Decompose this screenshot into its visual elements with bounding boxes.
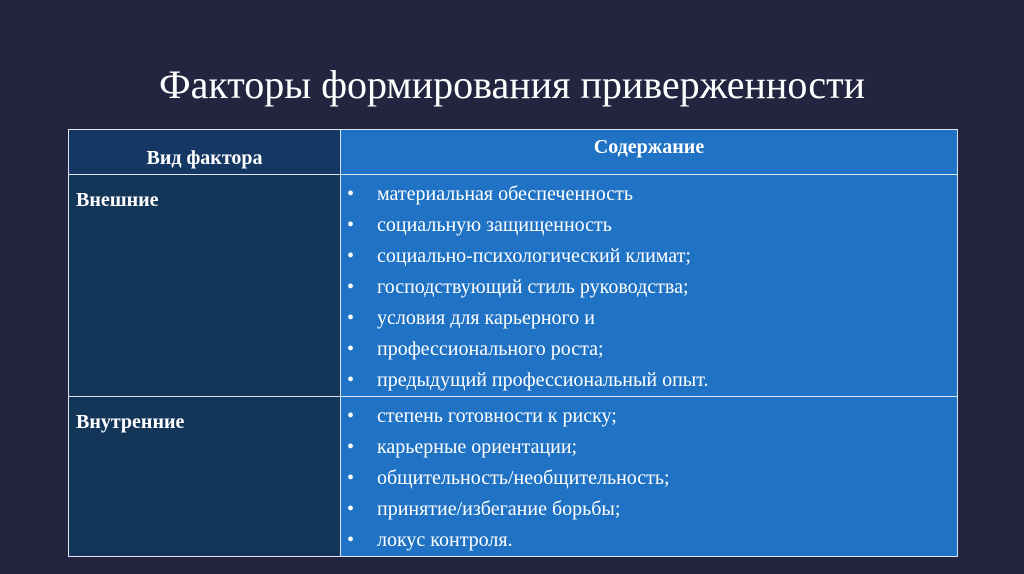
bullet-icon: •: [347, 369, 355, 391]
list-item-text: профессионального роста;: [377, 338, 604, 360]
header-content: [341, 130, 958, 175]
list-item: [341, 525, 957, 556]
bullet-icon: •: [347, 467, 355, 489]
header-factor-type-label: Вид фактора: [146, 146, 263, 169]
list-item: [341, 179, 957, 210]
bullet-icon: •: [347, 245, 355, 267]
bullet-icon: •: [347, 214, 355, 236]
list-item-text: господствующий стиль руководства;: [377, 276, 689, 298]
factor-type-label: Внутренние: [76, 411, 185, 433]
list-item: [341, 210, 957, 241]
factor-content-list: [341, 397, 957, 556]
list-item-text: степень готовности к риску;: [377, 405, 617, 427]
factor-type-cell: [69, 175, 341, 397]
list-item-text: условия для карьерного и: [377, 307, 595, 329]
list-item: [341, 303, 957, 334]
factors-table: [68, 129, 958, 557]
slide-title: Факторы формирования приверженности: [159, 62, 865, 107]
list-item: [341, 432, 957, 463]
list-item-text: социальную защищенность: [377, 214, 612, 236]
table-row-external: [69, 175, 958, 397]
list-item: [341, 494, 957, 525]
bullet-icon: •: [347, 529, 355, 551]
factor-content-cell: [341, 175, 958, 397]
factor-content-cell: [341, 397, 958, 557]
header-content-label: Содержание: [593, 136, 705, 158]
list-item: [341, 272, 957, 303]
table-row-internal: [69, 397, 958, 557]
list-item-text: принятие/избегание борьбы;: [377, 498, 621, 520]
list-item-text: материальная обеспеченность: [377, 183, 633, 205]
factor-type-cell: [69, 397, 341, 557]
bullet-icon: •: [347, 498, 355, 520]
list-item: [341, 463, 957, 494]
list-item-text: локус контроля.: [377, 529, 513, 551]
list-item-text: социально-психологический климат;: [377, 245, 691, 267]
list-item: [341, 241, 957, 272]
list-item-text: предыдущий профессиональный опыт.: [377, 369, 709, 391]
list-item-text: общительность/необщительность;: [377, 467, 670, 489]
list-item: [341, 365, 957, 396]
bullet-icon: •: [347, 183, 355, 205]
bullet-icon: •: [347, 307, 355, 329]
bullet-icon: •: [347, 338, 355, 360]
factor-type-label: Внешние: [76, 189, 159, 211]
bullet-icon: •: [347, 276, 355, 298]
bullet-icon: •: [347, 436, 355, 458]
bullet-icon: •: [347, 405, 355, 427]
list-item: [341, 334, 957, 365]
table-header-row: [69, 130, 958, 175]
factor-content-list: [341, 175, 957, 396]
list-item-text: карьерные ориентации;: [377, 436, 578, 458]
list-item: [341, 401, 957, 432]
header-factor-type: [69, 130, 341, 175]
